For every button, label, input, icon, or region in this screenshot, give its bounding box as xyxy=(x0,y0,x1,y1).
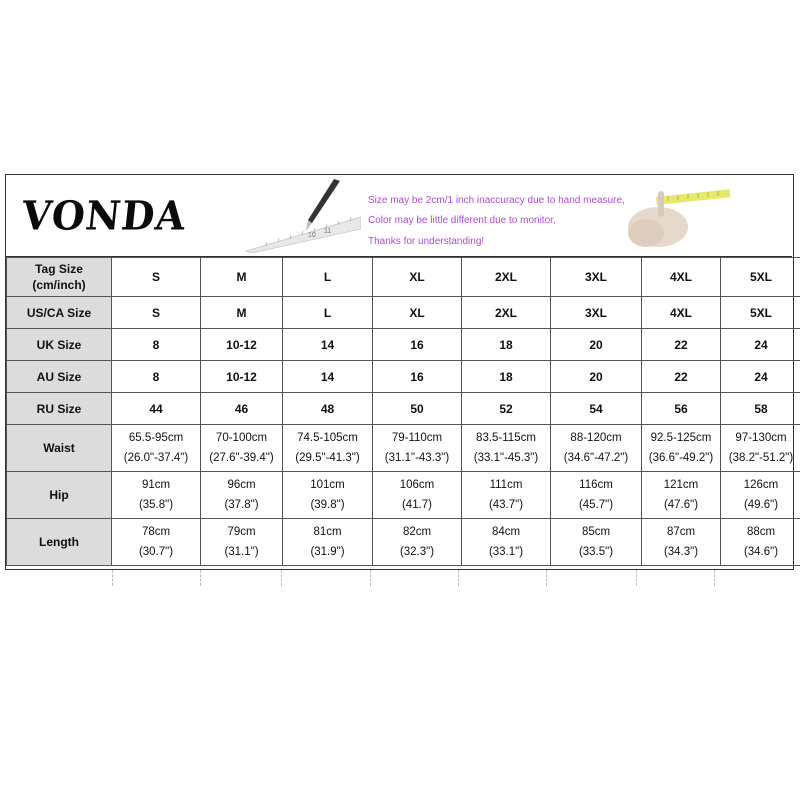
measure-inch: (49.6") xyxy=(743,499,779,511)
size-cell: M xyxy=(201,258,283,297)
size-cell: XL xyxy=(373,297,462,329)
size-cell: 10-12 xyxy=(201,361,283,393)
measure-inch: (26.0"-37.4") xyxy=(123,452,189,464)
size-cell: 24 xyxy=(721,361,800,393)
measure-cm: 74.5-105cm xyxy=(297,432,358,444)
measure-cm: 83.5-115cm xyxy=(476,432,536,444)
measure-cell xyxy=(551,519,642,566)
measure-cell xyxy=(642,519,721,566)
measure-cell xyxy=(721,425,800,472)
measure-cell xyxy=(642,425,721,472)
measure-cm: 65.5-95cm xyxy=(128,432,184,444)
size-cell: 22 xyxy=(642,361,721,393)
row-header: RU Size xyxy=(7,393,112,425)
measure-inch: (35.8") xyxy=(138,499,174,511)
ruler-number: 10 xyxy=(308,232,316,239)
note-accuracy: Size may be 2cm/1 inch inaccuracy due to hand measure, xyxy=(368,195,625,206)
size-cell: 4XL xyxy=(642,297,721,329)
size-cell: 20 xyxy=(551,329,642,361)
measure-inch: (36.6"-49.2") xyxy=(648,452,714,464)
measure-cell xyxy=(551,425,642,472)
size-cell: 48 xyxy=(283,393,373,425)
row-header: UK Size xyxy=(7,329,112,361)
measure-cm: 101cm xyxy=(310,479,345,491)
guide-line xyxy=(200,570,201,586)
size-cell: 16 xyxy=(373,329,462,361)
size-cell: 5XL xyxy=(721,297,800,329)
size-cell: 52 xyxy=(462,393,551,425)
guide-line xyxy=(636,570,637,586)
measure-cm: 106cm xyxy=(399,479,435,491)
measure-inch: (37.8") xyxy=(224,499,259,511)
size-cell: 8 xyxy=(112,361,201,393)
size-cell: 2XL xyxy=(462,297,551,329)
size-cell: 18 xyxy=(462,329,551,361)
measure-cm: 126cm xyxy=(743,479,779,491)
measure-inch: (29.5"-41.3") xyxy=(295,452,360,464)
guide-line xyxy=(370,570,371,586)
size-cell: L xyxy=(283,297,373,329)
size-cell: 14 xyxy=(283,329,373,361)
measure-inch: (30.7") xyxy=(138,546,174,558)
measure-cm: 87cm xyxy=(666,526,696,538)
measure-row xyxy=(7,472,800,519)
measure-cm: 88cm xyxy=(746,526,776,538)
measure-cell xyxy=(642,472,721,519)
measure-cell xyxy=(201,519,283,566)
row-header: Hip xyxy=(7,472,112,519)
size-cell: 58 xyxy=(721,393,800,425)
row-header: Tag Size (cm/inch) xyxy=(7,258,112,297)
size-row xyxy=(7,329,800,361)
measure-cell xyxy=(112,519,201,566)
measure-cm: 70-100cm xyxy=(215,432,268,444)
measure-cm: 79cm xyxy=(227,526,256,538)
measure-cell xyxy=(462,472,551,519)
measure-cell xyxy=(721,472,800,519)
measure-inch: (33.1") xyxy=(488,546,524,558)
note-thanks: Thanks for understanding! xyxy=(368,236,485,247)
size-cell: 18 xyxy=(462,361,551,393)
size-row xyxy=(7,361,800,393)
size-cell: 24 xyxy=(721,329,800,361)
measure-inch: (31.1"-43.3") xyxy=(384,452,450,464)
size-row xyxy=(7,393,800,425)
guide-line xyxy=(546,570,547,586)
chart-header xyxy=(6,175,792,257)
measure-cell xyxy=(373,425,462,472)
size-cell: S xyxy=(112,297,201,329)
measure-cm: 116cm xyxy=(579,479,613,491)
measure-inch: (33.1"-45.3") xyxy=(473,452,539,464)
size-cell: 20 xyxy=(551,361,642,393)
measure-cm: 78cm xyxy=(141,526,171,538)
size-chart xyxy=(5,174,794,570)
measure-cell xyxy=(201,472,283,519)
measure-row xyxy=(7,519,800,566)
measure-cell xyxy=(373,472,462,519)
size-cell: 3XL xyxy=(551,297,642,329)
size-cell: 22 xyxy=(642,329,721,361)
measure-cm: 84cm xyxy=(491,526,521,538)
measure-cell xyxy=(201,425,283,472)
brand-logo: VONDA xyxy=(19,191,189,240)
measuring-hand-illustration xyxy=(618,183,733,251)
row-header: Waist xyxy=(7,425,112,472)
measure-cm: 81cm xyxy=(313,526,342,538)
size-cell: M xyxy=(201,297,283,329)
measure-inch: (34.3") xyxy=(663,546,699,558)
measure-cm: 96cm xyxy=(227,479,256,491)
size-row xyxy=(7,297,800,329)
pen-ruler-illustration xyxy=(246,179,361,253)
measure-inch: (27.6"-39.4") xyxy=(209,452,274,464)
size-table xyxy=(6,257,800,566)
measure-inch: (39.8") xyxy=(310,499,345,511)
size-cell: 44 xyxy=(112,393,201,425)
measure-cm: 111cm xyxy=(489,479,523,491)
measure-cm: 121cm xyxy=(663,479,699,491)
measure-inch: (34.6"-47.2") xyxy=(563,452,629,464)
measure-cell xyxy=(112,472,201,519)
size-cell: 14 xyxy=(283,361,373,393)
measure-cm: 82cm xyxy=(402,526,432,538)
size-cell: S xyxy=(112,258,201,297)
size-cell: L xyxy=(283,258,373,297)
measure-cell xyxy=(721,519,800,566)
size-cell: 16 xyxy=(373,361,462,393)
measure-cell xyxy=(112,425,201,472)
size-row xyxy=(7,258,800,297)
measure-cell xyxy=(462,519,551,566)
measure-cm: 92.5-125cm xyxy=(650,432,712,444)
size-cell: 8 xyxy=(112,329,201,361)
row-header: AU Size xyxy=(7,361,112,393)
ruler-number: 11 xyxy=(324,228,332,235)
measure-cell xyxy=(283,519,373,566)
guide-line xyxy=(281,570,282,586)
measure-inch: (33.5") xyxy=(578,546,614,558)
measure-cell xyxy=(283,472,373,519)
measure-inch: (45.7") xyxy=(578,499,614,511)
guide-line xyxy=(714,570,715,586)
measure-inch: (38.2"-51.2") xyxy=(728,452,794,464)
measure-cm: 97-130cm xyxy=(735,432,787,444)
measure-inch: (31.9") xyxy=(310,546,345,558)
size-cell: 3XL xyxy=(551,258,642,297)
measure-cell xyxy=(462,425,551,472)
size-cell: 54 xyxy=(551,393,642,425)
size-cell: XL xyxy=(373,258,462,297)
measure-inch: (43.7") xyxy=(488,499,524,511)
size-cell: 56 xyxy=(642,393,721,425)
size-cell: 46 xyxy=(201,393,283,425)
size-cell: 10-12 xyxy=(201,329,283,361)
guide-line xyxy=(458,570,459,586)
measure-inch: (41.7) xyxy=(401,499,433,511)
measure-inch: (32.3") xyxy=(399,546,435,558)
measure-cm: 79-110cm xyxy=(391,432,443,444)
measure-inch: (34.6") xyxy=(743,546,779,558)
measure-row xyxy=(7,425,800,472)
size-cell: 4XL xyxy=(642,258,721,297)
measure-cm: 85cm xyxy=(581,526,611,538)
size-cell: 5XL xyxy=(721,258,800,297)
size-cell: 50 xyxy=(373,393,462,425)
measure-cm: 88-120cm xyxy=(570,432,622,444)
note-color: Color may be little different due to monitor, xyxy=(368,215,556,226)
row-header: US/CA Size xyxy=(7,297,112,329)
measure-inch: (31.1") xyxy=(224,546,259,558)
size-cell: 2XL xyxy=(462,258,551,297)
measure-cell xyxy=(283,425,373,472)
measure-inch: (47.6") xyxy=(663,499,699,511)
row-header: Length xyxy=(7,519,112,566)
measure-cm: 91cm xyxy=(141,479,171,491)
guide-line xyxy=(112,570,113,586)
measure-cell xyxy=(551,472,642,519)
measure-cell xyxy=(373,519,462,566)
